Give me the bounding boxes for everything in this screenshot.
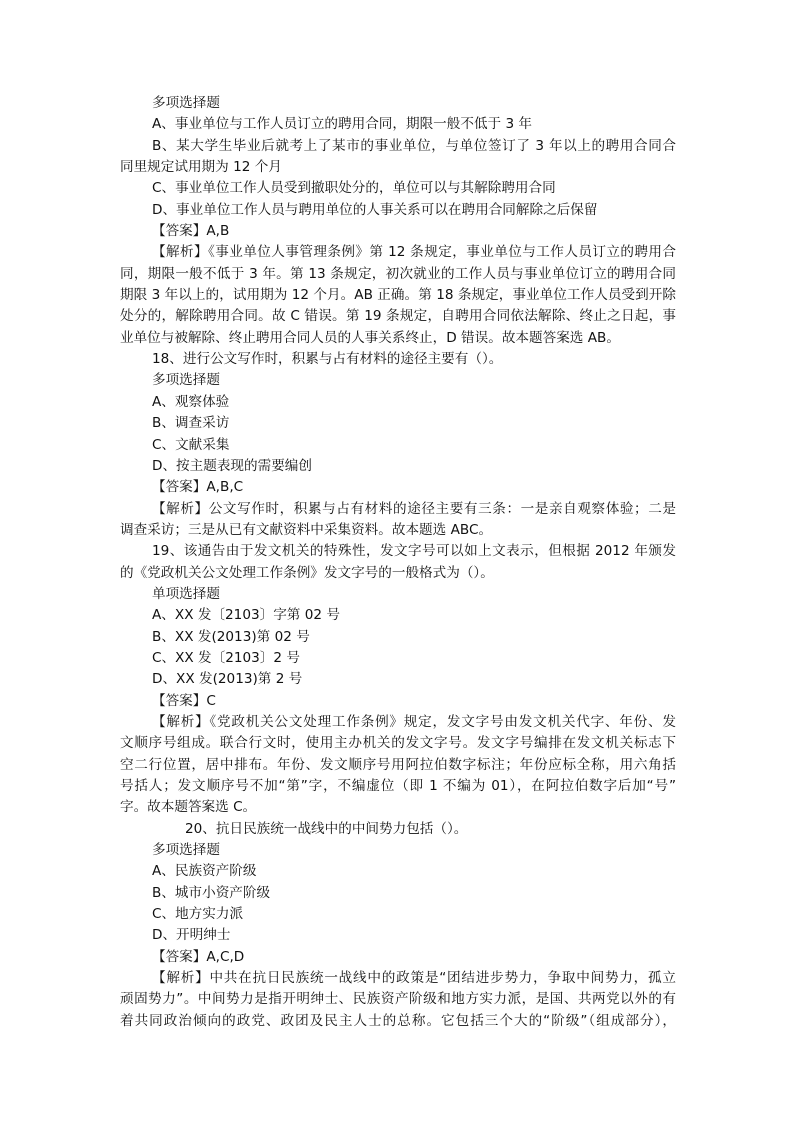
option-a: A、民族资产阶级	[152, 863, 257, 880]
option-b: B、某大学生毕业后就考上了某市的事业单位，与单位签订了 3 年以上的聘用合同合	[152, 137, 676, 154]
option-d: D、XX 发(2013)第 2 号	[152, 671, 303, 688]
question-20: 20、抗日民族统一战线中的中间势力包括（）。	[185, 820, 468, 837]
analysis: 【解析】中共在抗日民族统一战线中的政策是“团结进步势力，争取中间势力，孤立	[152, 970, 676, 987]
analysis: 【解析】《事业单位人事管理条例》第 12 条规定，事业单位与工作人员订立的聘用合	[152, 244, 676, 261]
option-c: C、XX 发〔2103〕2 号	[152, 649, 300, 666]
analysis-cont: 业单位与被解除、终止聘用合同人员的人事关系终止，D 错误。故本题答案选 AB。	[120, 329, 620, 346]
analysis-cont: 字。故本题答案选 C。	[120, 799, 257, 816]
question-19: 19、该通告由于发文机关的特殊性，发文字号可以如上文表示，但根据 2012 年颁发	[152, 543, 676, 560]
option-d: D、事业单位工作人员与聘用单位的人事关系可以在聘用合同解除之后保留	[152, 201, 598, 218]
analysis-cont: 空二行位置，居中排布。年份、发文顺序号用阿拉伯数字标注；年份应标全称，用六角括	[120, 756, 676, 773]
option-d: D、开明绅士	[152, 927, 231, 944]
analysis-cont: 号括人；发文顺序号不加“第”字，不编虚位（即 1 不编为 01），在阿拉伯数字后加“号”	[120, 778, 676, 794]
option-a: A、观察体验	[152, 393, 230, 410]
option-b: B、调查采访	[152, 415, 230, 432]
option-c: C、地方实力派	[152, 906, 244, 923]
analysis: 【解析】公文写作时，积累与占有材料的途径主要有三条：一是亲自观察体验；二是	[152, 500, 676, 517]
answer: 【答案】A,C,D	[152, 948, 245, 965]
option-b: B、XX 发(2013)第 02 号	[152, 628, 310, 645]
analysis-cont: 顽固势力”。中间势力是指开明绅士、民族资产阶级和地方实力派，是国、共两党以外的有	[120, 991, 676, 1008]
analysis-cont: 文顺序号组成。联合行文时，使用主办机关的发文字号。发文字号编排在发文机关标志下	[120, 735, 676, 752]
option-c: C、文献采集	[152, 436, 230, 453]
option-a: A、XX 发〔2103〕字第 02 号	[152, 607, 340, 624]
analysis-cont: 同，期限一般不低于 3 年。第 13 条规定，初次就业的工作人员与事业单位订立的聘用合同	[120, 265, 676, 282]
question-18: 18、进行公文写作时，积累与占有材料的途径主要有（）。	[152, 351, 503, 368]
question-type: 多项选择题	[152, 842, 220, 859]
option-c: C、事业单位工作人员受到撤职处分的，单位可以与其解除聘用合同	[152, 180, 556, 197]
answer: 【答案】A,B	[152, 223, 230, 240]
question-type: 单项选择题	[152, 585, 220, 602]
option-b: B、城市小资产阶级	[152, 884, 271, 901]
analysis-cont: 处分的，解除聘用合同。故 C 错误。第 19 条规定，自聘用合同依法解除、终止之日起，事	[120, 308, 676, 325]
question-19-cont: 的《党政机关公文处理工作条例》发文字号的一般格式为（）。	[120, 564, 494, 581]
option-d: D、按主题表现的需要编创	[152, 457, 312, 474]
analysis-cont: 调查采访；三是从已有文献资料中采集资料。故本题选 ABC。	[120, 521, 493, 538]
answer: 【答案】A,B,C	[152, 479, 244, 496]
analysis-cont: 期限 3 年以上的，试用期为 12 个月。AB 正确。第 18 条规定，事业单位工作人员受到开除	[120, 287, 676, 304]
analysis: 【解析】《党政机关公文处理工作条例》规定，发文字号由发文机关代字、年份、发	[152, 713, 676, 730]
question-type: 多项选择题	[152, 372, 220, 389]
analysis-cont: 着共同政治倾向的政党、政团及民主人士的总称。它包括三个大的“阶级”（组成部分），	[120, 1012, 676, 1029]
option-a: A、事业单位与工作人员订立的聘用合同，期限一般不低于 3 年	[152, 116, 533, 133]
option-b-cont: 同里规定试用期为 12 个月	[120, 159, 282, 176]
document-page	[120, 93, 676, 1032]
question-type: 多项选择题	[152, 95, 220, 111]
answer: 【答案】C	[152, 692, 216, 709]
